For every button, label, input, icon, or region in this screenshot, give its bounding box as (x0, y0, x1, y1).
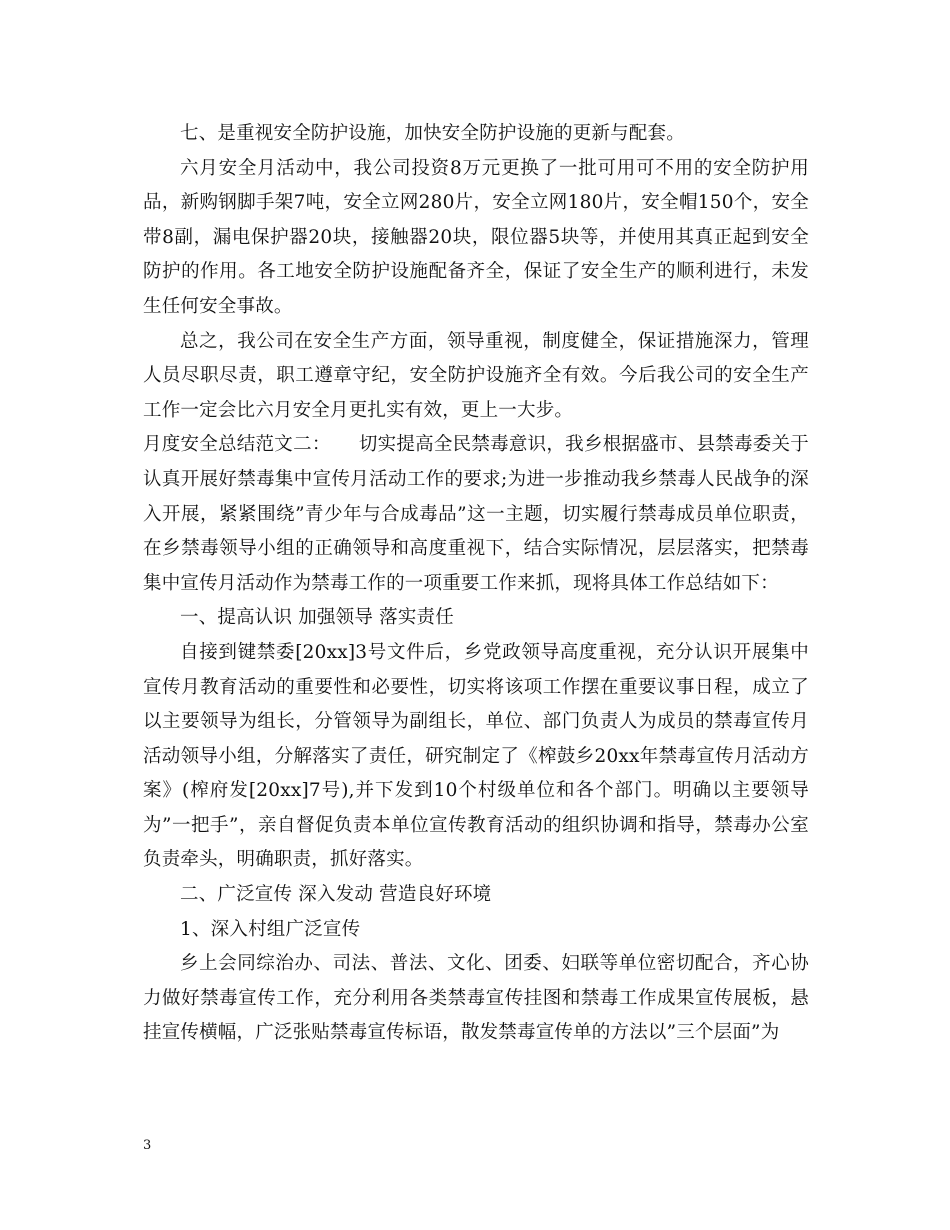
paragraph-safety-facilities-heading: 七、是重视安全防护设施，加快安全防护设施的更新与配套。 (180, 123, 685, 144)
section-heading-raise-awareness: 一、提高认识 加强领导 落实责任 (180, 607, 454, 629)
paragraph-leadership-responsibility: 自接到键禁委[20xx]3号文件后，乡党政领导高度重视，充分认识开展集中宣传月教育活动的重要性和必要性，切实将该项工作摆在重要议事日程，成立了以主要领导为组长，分管领导为副组长，单位、部门负责人为成员的禁毒宣传月活动领导小组，分解落实了责任，研究制定了《榨鼓乡20xx年禁毒宣传月活动方案》(榨府发[20xx]7号),并下发到10个村级单位和各个部门。明确以主要领导为”一把手”，亲自督促负责本单位宣传教育活动的组织协调和指导，禁毒办公室负责牵头，明确职责，抓好落实。 (143, 641, 809, 871)
paragraph-village-publicity-details: 乡上会同综治办、司法、普法、文化、团委、妇联等单位密切配合，齐心协力做好禁毒宣传工作，充分利用各类禁毒宣传挂图和禁毒工作成果宣传展板，悬挂宣传横幅，广泛张贴禁毒宣传标语，散发禁毒宣传单的方法以”三个层面”为 (143, 953, 809, 1044)
subsection-heading-village-publicity: 1、深入村组广泛宣传 (180, 918, 361, 940)
document-body (143, 117, 809, 1051)
paragraph-summary-conclusion: 总之，我公司在安全生产方面，领导重视，制度健全，保证措施深力，管理人员尽职尽责，职工遵章守纪，安全防护设施齐全有效。今后我公司的安全生产工作一定会比六月安全月更扎实有效，更上一大步。 (143, 330, 809, 421)
section-heading-publicity: 二、广泛宣传 深入发动 营造良好环境 (180, 884, 492, 906)
paragraph-june-safety-month-investment: 六月安全月活动中，我公司投资8万元更换了一批可用可不用的安全防护用品，新购钢脚手架7吨，安全立网280片，安全立网180片，安全帽150个，安全带8副，漏电保护器20块，接触器20块，限位器5块等，并使用其真正起到安全防护的作用。各工地安全防护设施配备齐全，保证了安全生产的顺利进行，未发生任何安全事故。 (143, 157, 809, 317)
paragraph-sample-two-intro: 月度安全总结范文二： 切实提高全民禁毒意识，我乡根据盛市、县禁毒委关于认真开展好禁毒集中宣传月活动工作的要求;为进一步推动我乡禁毒人民战争的深入开展，紧紧围绕”青少年与合成毒品”这一主题，切实履行禁毒成员单位职责，在乡禁毒领导小组的正确领导和高度重视下，结合实际情况，层层落实，把禁毒集中宣传月活动作为禁毒工作的一项重要工作来抓，现将具体工作总结如下： (143, 434, 809, 594)
page-number: 3 (143, 1138, 152, 1153)
